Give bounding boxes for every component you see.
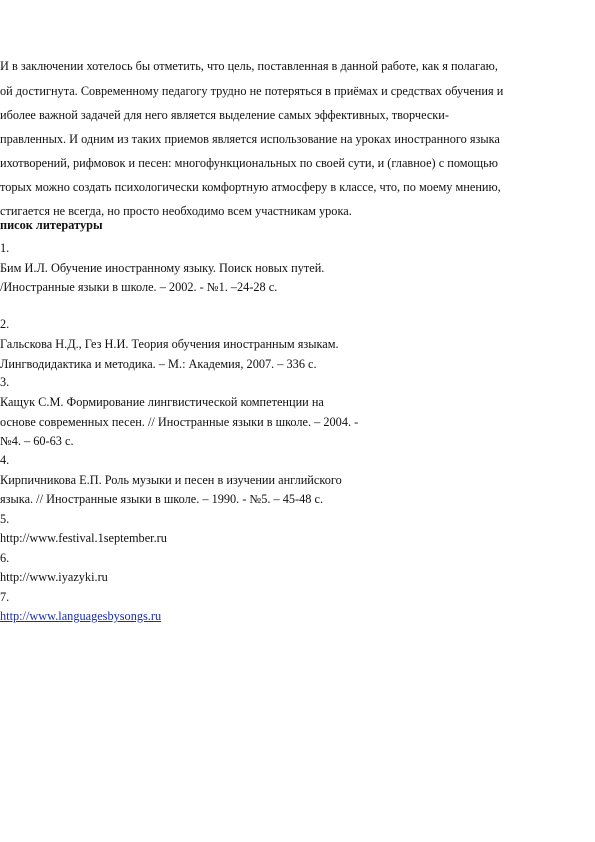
reference-text: №4. – 60-63 с. [0,434,74,448]
conclusion-line: стигается не всегда, но просто необходимо всем участникам урока. [0,204,352,218]
reference-text: Кирпичникова Е.П. Роль музыки и песен в изучении английского [0,473,342,487]
reference-link[interactable]: http://www.languagesbysongs.ru [0,609,162,623]
references-heading: писок литературы [0,218,103,232]
reference-number: 2. [0,317,10,331]
conclusion-line: правленных. И одним из таких приемов является использование на уроках иностранного языка [0,132,500,146]
reference-text: основе современных песен. // Иностранные языки в школе. – 2004. - [0,415,359,429]
reference-text: Лингводидактика и методика. – М.: Академия, 2007. – 336 с. [0,357,317,371]
reference-text: /Иностранные языки в школе. – 2002. - №1. –24-28 с. [0,280,278,294]
conclusion-line: торых можно создать психологически комфортную атмосферу в классе, что, по моему мнению, [0,180,501,194]
reference-number: 7. [0,590,10,604]
conclusion-line: ихотворений, рифмовок и песен: многофункциональных по своей сути, и (главное) с помощью [0,156,498,170]
reference-text: Кащук С.М. Формирование лингвистической компетенции на [0,395,324,409]
reference-number: 5. [0,512,10,526]
reference-number: 3. [0,375,10,389]
reference-text: языка. // Иностранные языки в школе. – 1990. - №5. – 45-48 с. [0,492,324,506]
reference-text: Бим И.Л. Обучение иностранному языку. Поиск новых путей. [0,261,325,275]
conclusion-line: И в заключении хотелось бы отметить, что цель, поставленная в данной работе, как я полагаю, [0,59,498,73]
reference-text: http://www.festival.1september.ru [0,531,167,545]
reference-number: 4. [0,453,10,467]
reference-number: 1. [0,241,10,255]
reference-number: 6. [0,551,10,565]
reference-text: http://www.iyazyki.ru [0,570,108,584]
reference-text: Гальскова Н.Д., Гез Н.И. Теория обучения иностранным языкам. [0,337,339,351]
conclusion-line: иболее важной задачей для него является выделение самых эффективных, творчески- [0,108,449,122]
conclusion-line: ой достигнута. Современному педагогу трудно не потеряться в приёмах и средствах обучения и [0,84,504,98]
